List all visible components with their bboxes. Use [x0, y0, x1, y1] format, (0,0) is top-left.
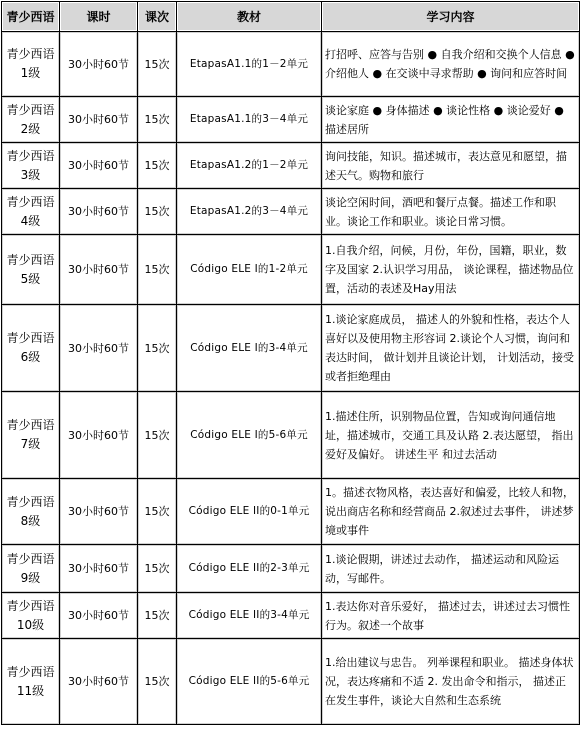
lessons-cell: 15次 — [138, 143, 177, 189]
lessons-cell: 15次 — [138, 639, 177, 725]
lessons-cell: 15次 — [138, 97, 177, 143]
header-material: 教材 — [177, 2, 322, 32]
content-cell: 谈论家庭 ● 身体描述 ● 谈论性格 ● 谈论爱好 ● 描述居所 — [322, 97, 580, 143]
hours-cell: 30小时60节 — [60, 143, 138, 189]
material-cell: EtapasA1.2的1－2单元 — [177, 143, 322, 189]
material-cell: Código ELE II的0-1单元 — [177, 479, 322, 545]
table-row — [2, 305, 580, 392]
level-cell: 青少西语11级 — [2, 639, 60, 725]
header-lessons: 课次 — [138, 2, 177, 32]
content-cell: 1.表达你对音乐爱好， 描述过去，讲述过去习惯性行为。叙述一个故事 — [322, 593, 580, 639]
level-cell: 青少西语4级 — [2, 189, 60, 235]
material-cell: Código ELE II的3-4单元 — [177, 593, 322, 639]
table-row — [2, 235, 580, 305]
level-cell: 青少西语1级 — [2, 32, 60, 97]
lessons-cell: 15次 — [138, 545, 177, 593]
table-row — [2, 593, 580, 639]
level-cell: 青少西语7级 — [2, 392, 60, 479]
table-row — [2, 97, 580, 143]
table-row — [2, 189, 580, 235]
level-cell: 青少西语6级 — [2, 305, 60, 392]
content-cell: 1.给出建议与忠告。 列举课程和职业。 描述身体状况，表达疼痛和不适 2. 发出命令和指示， 描述正在发生事件，谈论大自然和生态系统 — [322, 639, 580, 725]
content-cell: 打招呼、应答与告别 ● 自我介绍和交换个人信息 ● 介绍他人 ● 在交谈中寻求帮助 ● 询问和应答时间 — [322, 32, 580, 97]
hours-cell: 30小时60节 — [60, 593, 138, 639]
lessons-cell: 15次 — [138, 235, 177, 305]
header-content: 学习内容 — [322, 2, 580, 32]
lessons-cell: 15次 — [138, 305, 177, 392]
table-row — [2, 392, 580, 479]
lessons-cell: 15次 — [138, 479, 177, 545]
level-cell: 青少西语10级 — [2, 593, 60, 639]
table-row — [2, 143, 580, 189]
material-cell: EtapasA1.1的3－4单元 — [177, 97, 322, 143]
level-cell: 青少西语2级 — [2, 97, 60, 143]
level-cell: 青少西语9级 — [2, 545, 60, 593]
hours-cell: 30小时60节 — [60, 545, 138, 593]
course-table — [1, 1, 580, 725]
content-cell: 1。描述衣物风格，表达喜好和偏爱，比较人和物，说出商店名称和经营商品 2.叙述过去事件， 讲述梦境或事件 — [322, 479, 580, 545]
level-cell: 青少西语8级 — [2, 479, 60, 545]
material-cell: Código ELE II的2-3单元 — [177, 545, 322, 593]
header-row — [2, 2, 580, 32]
table-row — [2, 545, 580, 593]
content-cell: 谈论空闲时间，酒吧和餐厅点餐。描述工作和职业。谈论工作和职业。谈论日常习惯。 — [322, 189, 580, 235]
header-level: 青少西语 — [2, 2, 60, 32]
content-cell: 1.谈论家庭成员， 描述人的外貌和性格，表达个人喜好以及使用物主形容词 2.谈论个人习惯，询问和表达时间， 做计划并且谈论计划， 计划活动，接受或者拒绝理由 — [322, 305, 580, 392]
level-cell: 青少西语3级 — [2, 143, 60, 189]
material-cell: Código ELE I的1-2单元 — [177, 235, 322, 305]
material-cell: Código ELE I的3-4单元 — [177, 305, 322, 392]
lessons-cell: 15次 — [138, 189, 177, 235]
material-cell: EtapasA1.1的1－2单元 — [177, 32, 322, 97]
hours-cell: 30小时60节 — [60, 639, 138, 725]
table-row — [2, 32, 580, 97]
hours-cell: 30小时60节 — [60, 97, 138, 143]
lessons-cell: 15次 — [138, 32, 177, 97]
table-row — [2, 639, 580, 725]
lessons-cell: 15次 — [138, 593, 177, 639]
hours-cell: 30小时60节 — [60, 32, 138, 97]
hours-cell: 30小时60节 — [60, 305, 138, 392]
content-cell: 询问技能，知识。描述城市，表达意见和愿望，描述天气。购物和旅行 — [322, 143, 580, 189]
level-cell: 青少西语5级 — [2, 235, 60, 305]
material-cell: Código ELE II的5-6单元 — [177, 639, 322, 725]
hours-cell: 30小时60节 — [60, 479, 138, 545]
content-cell: 1.谈论假期，讲述过去动作， 描述运动和风险运动，写邮件。 — [322, 545, 580, 593]
content-cell: 1.描述住所，识别物品位置，告知或询问通信地址，描述城市，交通工具及认路 2.表达愿望， 指出爱好及偏好。 讲述生平 和过去活动 — [322, 392, 580, 479]
hours-cell: 30小时60节 — [60, 392, 138, 479]
hours-cell: 30小时60节 — [60, 235, 138, 305]
material-cell: Código ELE I的5-6单元 — [177, 392, 322, 479]
hours-cell: 30小时60节 — [60, 189, 138, 235]
content-cell: 1.自我介绍，问候，月份，年份，国籍，职业，数字及国家 2.认识学习用品， 谈论课程，描述物品位置，活动的表述及Hay用法 — [322, 235, 580, 305]
table-row — [2, 479, 580, 545]
lessons-cell: 15次 — [138, 392, 177, 479]
material-cell: EtapasA1.2的3－4单元 — [177, 189, 322, 235]
header-hours: 课时 — [60, 2, 138, 32]
